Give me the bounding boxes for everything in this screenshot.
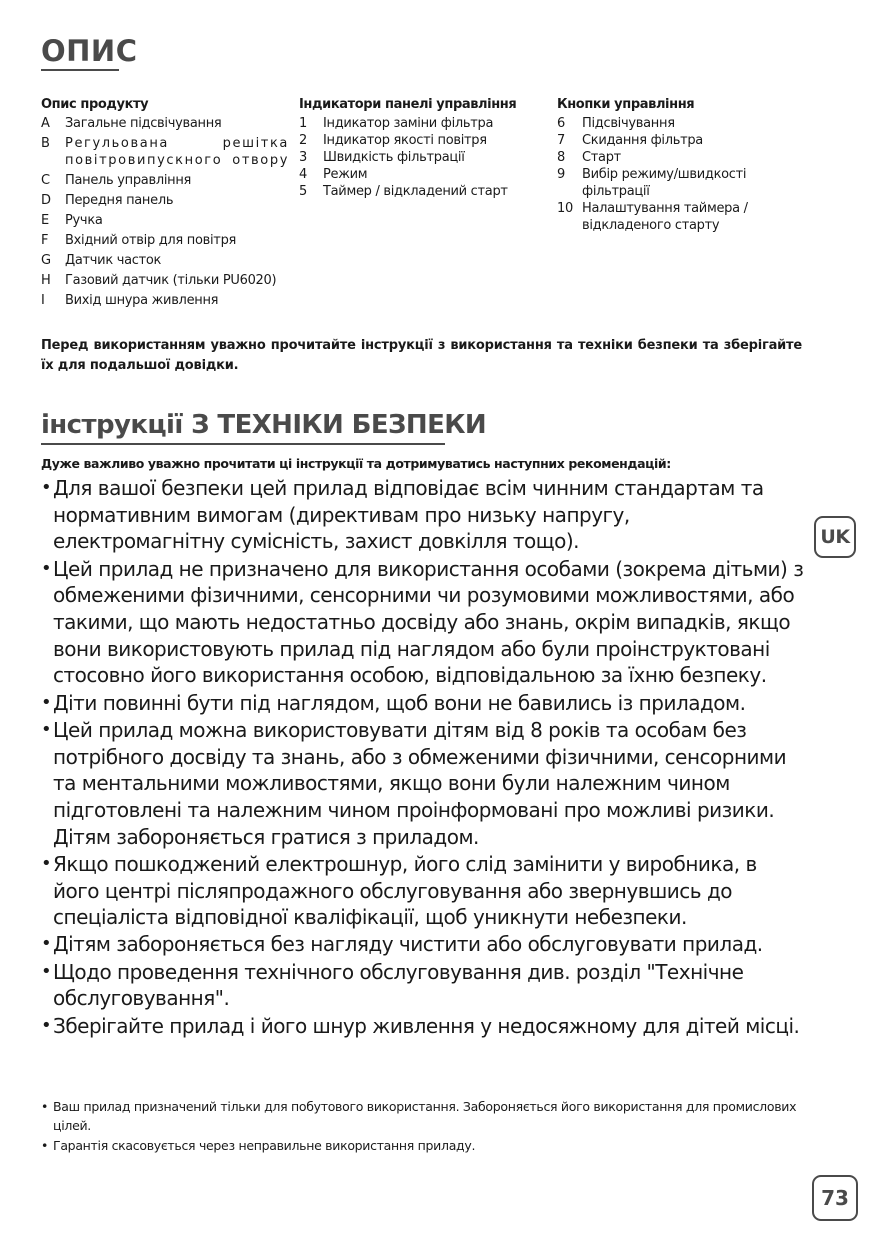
item-text: Старт <box>582 150 621 165</box>
item-key: 6 <box>557 116 565 131</box>
list-item: • Дітям забороняється без нагляду чистити або обслуговувати прилад. <box>41 931 806 958</box>
item-text: Датчик часток <box>65 253 162 268</box>
control-buttons-column <box>557 96 797 234</box>
list-item <box>299 149 547 166</box>
list-item: • Ваш прилад призначений тільки для побутового використання. Забороняється його використання для промислових цілей. <box>41 1097 806 1135</box>
list-item <box>41 292 289 309</box>
item-key: 4 <box>299 167 307 182</box>
item-text: Режим <box>323 167 368 182</box>
list-item <box>299 183 547 200</box>
item-text: Вихід шнура живлення <box>65 293 219 308</box>
safety-instructions-list <box>41 475 806 1040</box>
list-item: • Цей прилад не призначено для використання особами (зокрема дітьми) з обмеженими фізичними, сенсорними чи розумовими можливостями, або такими, що мають недостатньо досвіду або знань, окрім випадків, якщо вони використовують прилад під наглядом або були проінструктовані стосовно його використання особою, відповідальною за їхню безпеку. <box>41 556 806 690</box>
list-item <box>41 115 289 132</box>
item-text: Регульована решітка повітровипускного отвору <box>65 136 289 168</box>
item-text: Вибір режиму/швидкості фільтрації <box>582 167 747 199</box>
item-key: G <box>41 253 51 268</box>
item-text: Індикатор якості повітря <box>323 133 487 148</box>
item-key: C <box>41 173 50 188</box>
list-item <box>299 115 547 132</box>
item-text: Таймер / відкладений старт <box>323 184 508 199</box>
product-parts-list <box>41 115 289 309</box>
list-item <box>557 200 797 234</box>
item-text: Передня панель <box>65 193 174 208</box>
item-key: I <box>41 293 45 308</box>
safety-heading-underline <box>41 443 445 445</box>
list-item <box>41 232 289 249</box>
item-text: Вхідний отвір для повітря <box>65 233 237 248</box>
list-item <box>299 132 547 149</box>
list-item: • Цей прилад можна використовувати дітям від 8 років та особам без потрібного досвіду та знань, або з обмеженими фізичними, сенсорними та ментальними можливостями, якщо вони були належним чином підготовлені та належним чином проінформовані про можливі ризики. Дітям забороняється гратися з приладом. <box>41 717 806 851</box>
additional-notes-list <box>41 1097 806 1156</box>
safety-heading: інструкції З ТЕХНІКИ БЕЗПЕКИ <box>41 410 487 440</box>
list-item: • Щодо проведення технічного обслуговування див. розділ "Технічне обслуговування". <box>41 959 806 1012</box>
item-key: 10 <box>557 201 573 216</box>
read-instructions-notice: Перед використанням уважно прочитайте інструкції з використання та техніки безпеки та зберігайте їх для подальшої довідки. <box>41 338 802 373</box>
item-text: Панель управління <box>65 173 192 188</box>
item-key: 1 <box>299 116 307 131</box>
product-description-heading: Опис продукту <box>41 97 149 112</box>
safety-intro: Дуже важливо уважно прочитати ці інструкції та дотримуватись наступних рекомендацій: <box>41 456 671 471</box>
item-key: 3 <box>299 150 307 165</box>
item-text: Газовий датчик (тільки PU6020) <box>65 273 277 288</box>
item-key: A <box>41 116 50 131</box>
list-item <box>557 149 797 166</box>
list-item: • Якщо пошкоджений електрошнур, його слід замінити у виробника, в його центрі післяпродажного обслуговування або звернувшись до спеціаліста відповідної кваліфікації, щоб уникнути небезпеки. <box>41 851 806 931</box>
item-key: 7 <box>557 133 565 148</box>
list-item: • Зберігайте прилад і його шнур живлення у недосяжному для дітей місці. <box>41 1013 806 1040</box>
control-buttons-list <box>557 115 797 234</box>
list-item: • Гарантія скасовується через неправильне використання приладу. <box>41 1136 806 1155</box>
item-key: 2 <box>299 133 307 148</box>
item-key: F <box>41 233 49 248</box>
list-item <box>41 135 289 169</box>
list-item: • Для вашої безпеки цей прилад відповідає всім чинним стандартам та нормативним вимогам (директивам про низьку напругу, електромагнітну сумісність, захист довкілля тощо). <box>41 475 806 555</box>
list-item <box>557 115 797 132</box>
item-text: Підсвічування <box>582 116 675 131</box>
indicators-heading: Індикатори панелі управління <box>299 97 517 112</box>
list-item <box>41 272 289 289</box>
list-item <box>41 252 289 269</box>
item-text: Скидання фільтра <box>582 133 703 148</box>
item-key: E <box>41 213 49 228</box>
list-item <box>41 172 289 189</box>
item-key: 8 <box>557 150 565 165</box>
list-item <box>41 192 289 209</box>
item-text: Загальне підсвічування <box>65 116 222 131</box>
item-key: D <box>41 193 51 208</box>
item-text: Налаштування таймера / відкладеного старту <box>582 201 748 233</box>
item-text: Індикатор заміни фільтра <box>323 116 494 131</box>
item-key: H <box>41 273 51 288</box>
item-key: B <box>41 136 50 151</box>
product-description-column <box>41 96 289 312</box>
language-tab: UK <box>814 516 856 558</box>
item-key: 9 <box>557 167 565 182</box>
title-underline <box>41 69 119 71</box>
list-item: • Діти повинні бути під наглядом, щоб вони не бавились із приладом. <box>41 690 806 717</box>
page-title: ОПИС <box>41 34 138 68</box>
indicators-list <box>299 115 547 200</box>
item-text: Ручка <box>65 213 103 228</box>
list-item <box>557 166 797 200</box>
page-number: 73 <box>812 1175 858 1221</box>
item-key: 5 <box>299 184 307 199</box>
list-item <box>41 212 289 229</box>
list-item <box>299 166 547 183</box>
item-text: Швидкість фільтрації <box>323 150 465 165</box>
control-buttons-heading: Кнопки управління <box>557 97 695 112</box>
control-panel-indicators-column <box>299 96 547 200</box>
list-item <box>557 132 797 149</box>
